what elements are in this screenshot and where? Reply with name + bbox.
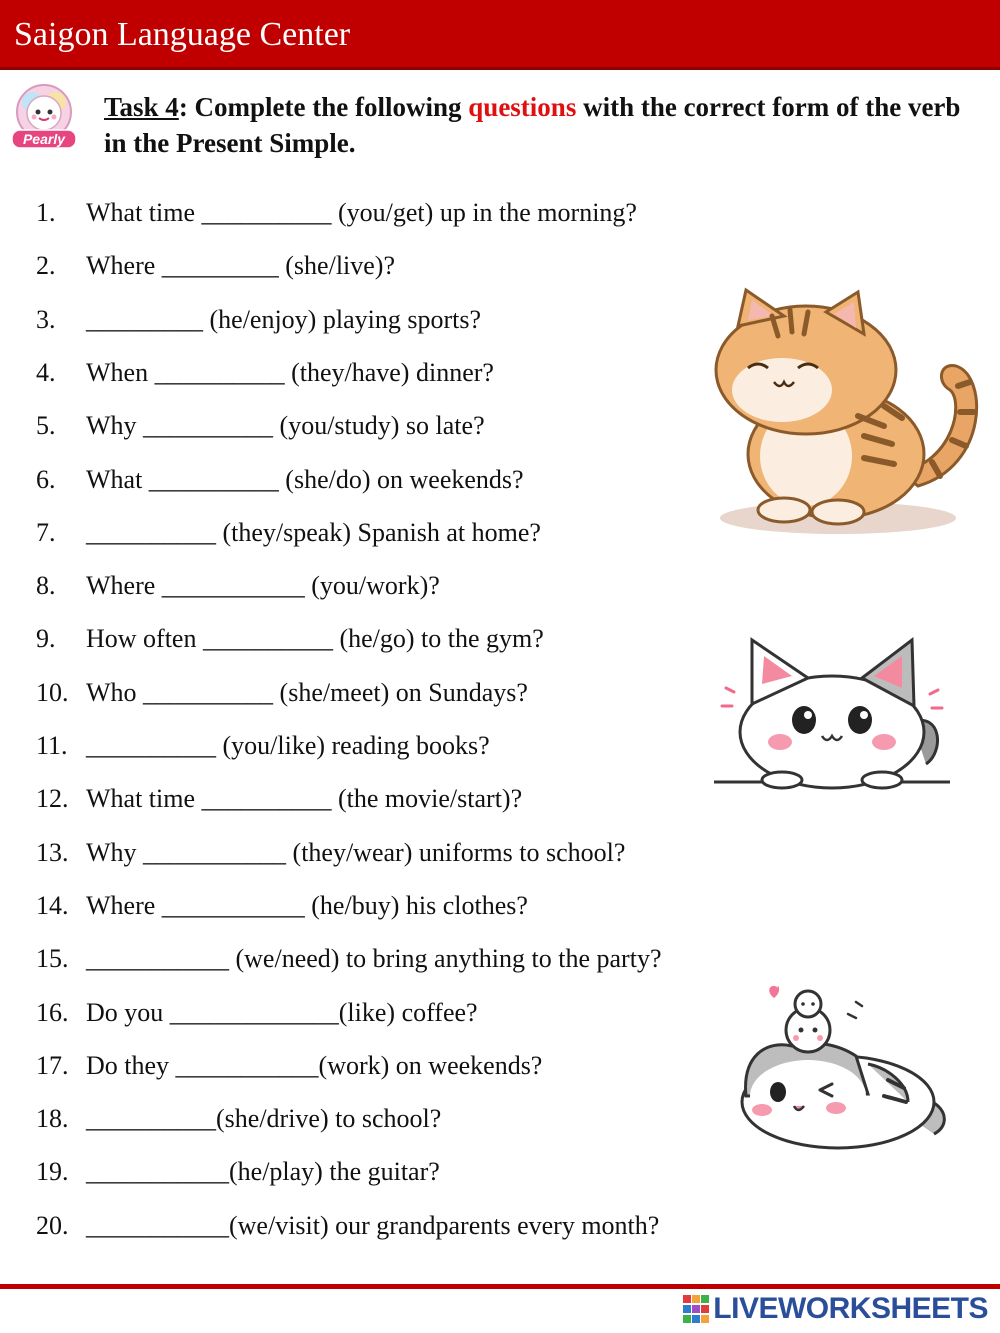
question-text: Where ___________ (you/work)? [86,571,440,601]
question-text: ___________ (we/need) to bring anything to the party? [86,944,662,974]
footer-divider [0,1284,1000,1289]
question-text: Why __________ (you/study) so late? [86,411,485,441]
question-text: What time __________ (the movie/start)? [86,784,523,814]
task-instruction [104,89,984,161]
header-bar [0,0,1000,70]
question-text: Where ___________ (he/buy) his clothes? [86,890,528,920]
task-label: Task 4 [104,92,179,122]
question-number: 13. [36,837,69,867]
question-number: 8. [36,571,56,601]
task-highlight: questions [468,92,577,122]
white-cat-peeking-icon [712,632,952,792]
question-number: 19. [36,1157,69,1187]
liveworksheets-logo-icon [683,1295,709,1323]
question-text: Who __________ (she/meet) on Sundays? [86,677,528,707]
question-text: __________ (they/speak) Spanish at home? [86,517,541,547]
task-suffix: with the correct form of the verb in the Present Simple. [104,92,961,158]
question-text: Do you _____________(like) coffee? [86,997,478,1027]
question-number: 20. [36,1210,69,1240]
question-text: When __________ (they/have) dinner? [86,357,494,387]
question-text: _________ (he/enjoy) playing sports? [86,304,481,334]
question-number: 17. [36,1050,69,1080]
question-text: Where _________ (she/live)? [86,251,396,281]
pearly-logo-icon [8,80,80,152]
question-text: How often __________ (he/go) to the gym? [86,624,544,654]
question-number: 2. [36,251,56,281]
question-number: 5. [36,411,56,441]
question-number: 15. [36,944,69,974]
liveworksheets-brand[interactable] [683,1292,988,1326]
question-number: 16. [36,997,69,1027]
question-number: 9. [36,624,56,654]
header-title: Saigon Language Center [14,16,351,53]
liveworksheets-text: LIVEWORKSHEETS [713,1292,988,1325]
logo-text: Pearly [22,131,66,147]
sleeping-cat-icon [738,984,954,1152]
task-prefix: : Complete the following [178,92,469,122]
question-number: 12. [36,784,69,814]
question-number: 4. [36,357,56,387]
question-number: 10. [36,677,69,707]
question-number: 14. [36,890,69,920]
question-number: 18. [36,1104,69,1134]
question-number: 6. [36,464,56,494]
question-text: ___________(we/visit) our grandparents every month? [86,1210,660,1240]
question-number: 3. [36,304,56,334]
question-text: ___________(he/play) the guitar? [86,1157,440,1187]
question-text: What __________ (she/do) on weekends? [86,464,524,494]
question-number: 7. [36,517,56,547]
question-number: 1. [36,198,56,227]
question-text: What time __________ (you/get) up in the morning? [86,198,637,227]
question-text: __________(she/drive) to school? [86,1104,442,1134]
orange-tabby-cat-icon [688,286,980,538]
question-text: __________ (you/like) reading books? [86,731,490,760]
question-number: 11. [36,731,68,760]
question-text: Do they ___________(work) on weekends? [86,1050,543,1080]
question-text: Why ___________ (they/wear) uniforms to school? [86,837,626,867]
